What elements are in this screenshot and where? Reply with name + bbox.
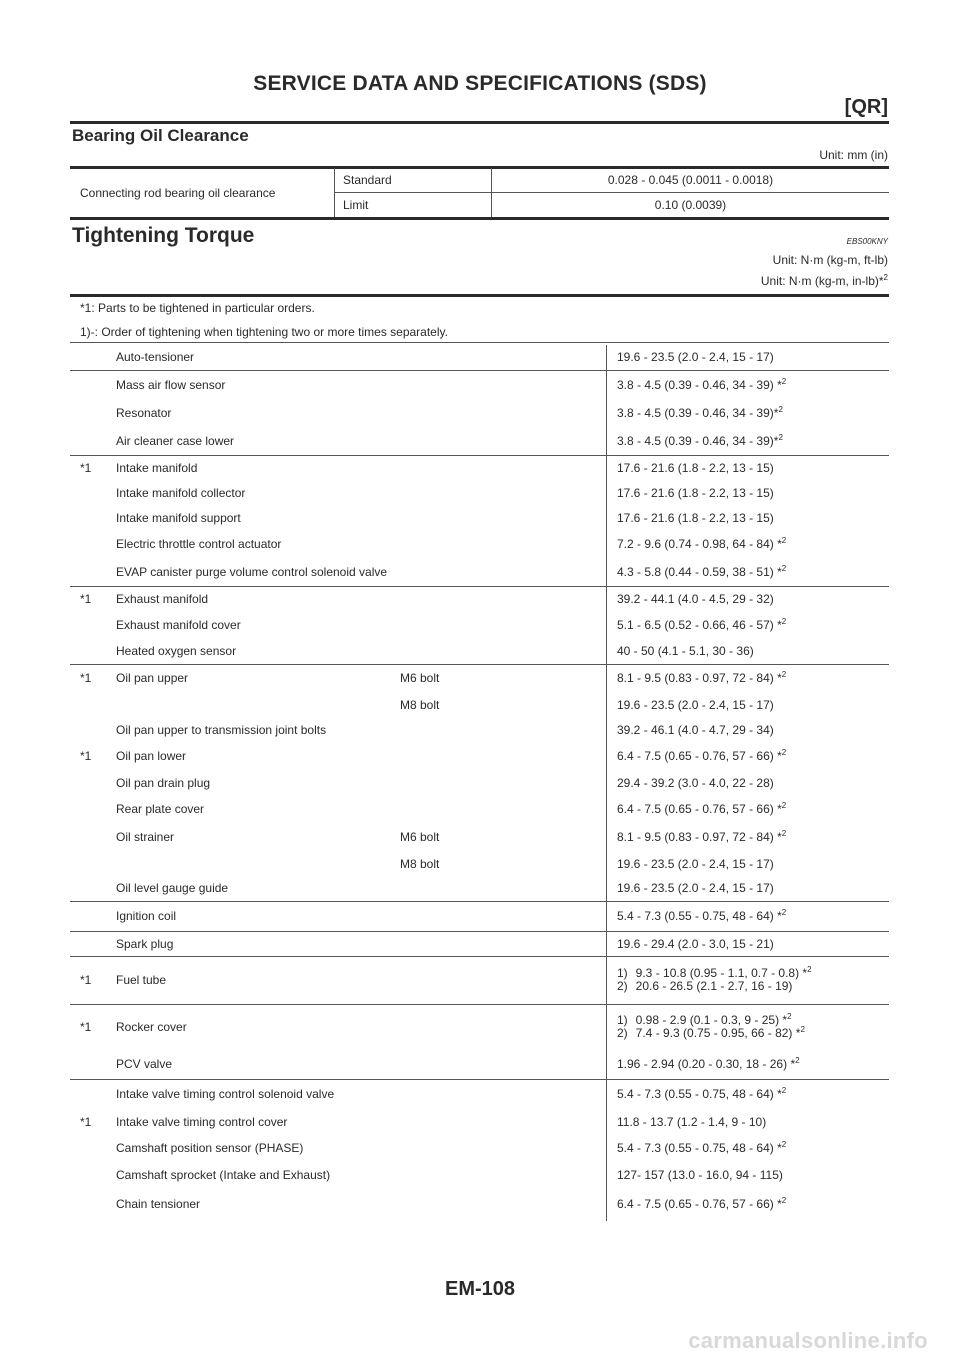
torque-part-name: Exhaust manifold cover [116, 618, 241, 632]
torque-bolt-size [394, 876, 607, 901]
torque-row [70, 876, 889, 901]
torque-order-mark [70, 639, 110, 664]
torque-bolt-size [394, 455, 607, 480]
page-number: EM-108 [444, 1278, 516, 1300]
torque-bolt-size [394, 1109, 607, 1134]
bearing-label: Standard [335, 168, 492, 193]
torque-row [70, 530, 889, 558]
torque-part-name [110, 851, 394, 876]
torque-bolt-size [394, 1187, 607, 1221]
torque-code: EBS00KNY [846, 237, 888, 246]
torque-bolt-size [394, 1004, 607, 1050]
torque-value: 6.4 - 7.5 (0.65 - 0.76, 57 - 66) *$^2$ [607, 795, 890, 823]
torque-part-name: Oil pan drain plug [116, 775, 211, 790]
torque-bolt-size [394, 931, 607, 956]
torque-row [70, 427, 889, 455]
torque-row [70, 455, 889, 480]
torque-part-name: Rocker cover [110, 1004, 394, 1050]
torque-row [70, 1079, 889, 1109]
torque-top-rule [70, 294, 889, 297]
torque-value: 17.6 - 21.6 (1.8 - 2.2, 13 - 15) [607, 480, 890, 505]
torque-order-mark: *1 [70, 455, 110, 480]
torque-order-mark: *1 [70, 586, 110, 611]
torque-value: 19.6 - 23.5 (2.0 - 2.4, 15 - 17) [607, 876, 890, 901]
torque-bolt-size [394, 770, 607, 795]
torque-part-name: Spark plug [110, 931, 394, 956]
torque-value: 17.6 - 21.6 (1.8 - 2.2, 13 - 15) [607, 455, 890, 480]
torque-step-label: 1) [617, 966, 628, 980]
torque-value: 3.8 - 4.5 (0.39 - 0.46, 34 - 39)*$^2$ [607, 399, 890, 427]
torque-value: 5.1 - 6.5 (0.52 - 0.66, 46 - 57) *$^2$ [607, 611, 890, 639]
torque-row [70, 664, 889, 692]
torque-bolt-size [394, 795, 607, 823]
torque-order-mark [70, 692, 110, 717]
torque-part-name: Oil pan lower [116, 749, 187, 763]
torque-part-name: Intake manifold collector [116, 485, 246, 500]
torque-bolt-size [394, 1162, 607, 1187]
torque-order-mark [70, 558, 110, 586]
torque-step-label: 1) [617, 1013, 628, 1028]
torque-unit-2: Unit: N·m (kg-m, in-lb)*$^2$ [760, 273, 888, 288]
torque-part-name: Intake valve timing control solenoid valve [110, 1079, 394, 1109]
torque-value: 8.1 - 9.5 (0.83 - 0.97, 72 - 84) *$^2$ [607, 823, 890, 851]
torque-order-mark: *1 [70, 956, 110, 1004]
torque-bolt-size [394, 427, 607, 455]
torque-row [70, 770, 889, 795]
torque-order-mark [70, 1187, 110, 1221]
torque-part-name: Intake manifold [110, 455, 394, 480]
torque-bolt-size [394, 345, 607, 370]
torque-part-name: Ignition coil [110, 901, 394, 931]
torque-order-mark [70, 823, 110, 851]
torque-row [70, 931, 889, 956]
torque-value [607, 956, 890, 1004]
torque-row [70, 1162, 889, 1187]
torque-step-value: 9.3 - 10.8 (0.95 - 1.1, 0.7 - 0.8) *$^2$ [635, 965, 812, 980]
torque-bolt-size [394, 742, 607, 770]
torque-bolt-size [394, 717, 607, 742]
torque-bolt-size [394, 639, 607, 664]
torque-row [70, 1004, 889, 1050]
bearing-table [70, 168, 889, 217]
torque-order-mark [70, 1050, 110, 1079]
torque-bolt-size: M8 bolt [400, 697, 440, 712]
watermark: carmanualsonline.info [688, 1328, 928, 1353]
torque-part-name: PCV valve [116, 1057, 173, 1072]
torque-value: 7.2 - 9.6 (0.74 - 0.98, 64 - 84) *$^2$ [607, 530, 890, 558]
torque-part-name: Electric throttle control actuator [116, 537, 282, 551]
torque-value: 3.8 - 4.5 (0.39 - 0.46, 34 - 39) *$^2$ [607, 370, 890, 399]
torque-row [70, 1050, 889, 1079]
bearing-value: 0.10 (0.0039) [492, 193, 890, 218]
torque-part-name: Oil level gauge guide [116, 881, 229, 896]
torque-row [70, 1109, 889, 1134]
torque-row [70, 956, 889, 1004]
torque-value: 19.6 - 29.4 (2.0 - 3.0, 15 - 21) [607, 931, 890, 956]
torque-value: 39.2 - 44.1 (4.0 - 4.5, 29 - 32) [607, 586, 890, 611]
torque-step-value: 20.6 - 26.5 (2.1 - 2.7, 16 - 19) [635, 979, 793, 993]
torque-bolt-size [394, 558, 607, 586]
torque-row [70, 901, 889, 931]
torque-value: 19.6 - 23.5 (2.0 - 2.4, 15 - 17) [607, 851, 890, 876]
torque-part-name: Oil pan upper to transmission joint bolts [116, 722, 327, 737]
torque-bolt-size [394, 1050, 607, 1079]
bearing-row-standard [70, 168, 889, 193]
header-rule [70, 121, 889, 124]
torque-value: 40 - 50 (4.1 - 5.1, 30 - 36) [607, 639, 890, 664]
torque-order-mark [70, 345, 110, 370]
torque-row [70, 1187, 889, 1221]
torque-table-wrap [70, 345, 889, 1221]
torque-value: 3.8 - 4.5 (0.39 - 0.46, 34 - 39)*$^2$ [607, 427, 890, 455]
torque-bolt-size: M8 bolt [400, 856, 440, 871]
torque-order-mark: *1 [80, 749, 92, 763]
torque-order-mark [70, 1079, 110, 1109]
torque-order-mark [70, 901, 110, 931]
torque-order-mark [70, 505, 110, 530]
torque-order-mark [70, 1162, 110, 1187]
torque-value: 6.4 - 7.5 (0.65 - 0.76, 57 - 66) *$^2$ [607, 742, 890, 770]
torque-row [70, 370, 889, 399]
torque-order-mark: *1 [80, 1114, 92, 1129]
torque-order-mark [70, 876, 110, 901]
torque-part-name: Auto-tensioner [116, 350, 195, 365]
torque-bolt-size [394, 505, 607, 530]
torque-value: 17.6 - 21.6 (1.8 - 2.2, 13 - 15) [607, 505, 890, 530]
torque-value: 4.3 - 5.8 (0.44 - 0.59, 38 - 51) *$^2$ [607, 558, 890, 586]
torque-bolt-size [394, 1079, 607, 1109]
torque-row [70, 717, 889, 742]
torque-order-mark [70, 770, 110, 795]
torque-row [70, 480, 889, 505]
torque-order-mark [70, 399, 110, 427]
torque-order-mark [70, 530, 110, 558]
torque-row [70, 823, 889, 851]
torque-value: 6.4 - 7.5 (0.65 - 0.76, 57 - 66) *$^2$ [607, 1187, 890, 1221]
torque-step-value: 7.4 - 9.3 (0.75 - 0.95, 66 - 82) *$^2$ [635, 1025, 805, 1041]
torque-part-name: Fuel tube [110, 956, 394, 1004]
torque-part-name: Exhaust manifold [110, 586, 394, 611]
bearing-value: 0.028 - 0.045 (0.0011 - 0.0018) [492, 168, 890, 193]
torque-value: 39.2 - 46.1 (4.0 - 4.7, 29 - 34) [607, 717, 890, 742]
torque-order-mark [70, 931, 110, 956]
torque-bolt-size [394, 530, 607, 558]
torque-row [70, 795, 889, 823]
torque-row [70, 558, 889, 586]
torque-order-mark [70, 717, 110, 742]
torque-bolt-size [394, 586, 607, 611]
torque-part-name [110, 692, 394, 717]
notes-rule [70, 342, 889, 343]
torque-row [70, 639, 889, 664]
torque-value: 11.8 - 13.7 (1.2 - 1.4, 9 - 10) [607, 1109, 890, 1134]
torque-table [70, 345, 889, 1221]
torque-note-1: *1: Parts to be tightened in particular orders. [80, 301, 315, 315]
torque-value [607, 1004, 890, 1050]
torque-row [70, 692, 889, 717]
torque-row [70, 505, 889, 530]
torque-value: 5.4 - 7.3 (0.55 - 0.75, 48 - 64) *$^2$ [607, 1079, 890, 1109]
bearing-item: Connecting rod bearing oil clearance [80, 185, 276, 200]
torque-part-name: EVAP canister purge volume control solenoid valve [116, 564, 388, 579]
torque-bolt-size [394, 399, 607, 427]
torque-part-name: Oil pan upper [110, 664, 394, 692]
torque-order-mark [70, 1134, 110, 1162]
torque-row [70, 611, 889, 639]
torque-bolt-size: M6 bolt [400, 830, 440, 844]
torque-value: 5.4 - 7.3 (0.55 - 0.75, 48 - 64) *$^2$ [607, 1134, 890, 1162]
torque-row [70, 1134, 889, 1162]
torque-bolt-size: M6 bolt [394, 664, 607, 692]
torque-part-name: Intake valve timing control cover [116, 1114, 288, 1129]
torque-bolt-size [394, 370, 607, 399]
bearing-bottom-rule [70, 217, 889, 220]
torque-order-mark [70, 370, 110, 399]
torque-order-mark [70, 611, 110, 639]
torque-order-mark [70, 427, 110, 455]
torque-part-name: Resonator [116, 406, 172, 420]
torque-order-mark: *1 [70, 664, 110, 692]
torque-heading: Tightening Torque [72, 224, 255, 247]
torque-bolt-size [394, 901, 607, 931]
torque-part-name: Camshaft position sensor (PHASE) [116, 1141, 304, 1155]
torque-bolt-size [394, 611, 607, 639]
torque-bolt-size [394, 956, 607, 1004]
torque-note-2: 1)-: Order of tightening when tightening two or more times separately. [80, 325, 448, 339]
page-title: SERVICE DATA AND SPECIFICATIONS (SDS) [253, 72, 707, 95]
torque-part-name: Oil strainer [116, 830, 175, 844]
torque-part-name: Camshaft sprocket (Intake and Exhaust) [116, 1167, 331, 1182]
bearing-unit: Unit: mm (in) [819, 148, 888, 162]
torque-order-mark [70, 851, 110, 876]
bearing-heading: Bearing Oil Clearance [72, 126, 249, 145]
bearing-label: Limit [335, 193, 492, 218]
torque-step-label: 2) [617, 979, 628, 993]
torque-value: 19.6 - 23.5 (2.0 - 2.4, 15 - 17) [607, 692, 890, 717]
torque-part-name: Chain tensioner [116, 1197, 201, 1211]
torque-order-mark [70, 795, 110, 823]
torque-value: 1.96 - 2.94 (0.20 - 0.30, 18 - 26) *$^2$ [607, 1050, 890, 1079]
torque-part-name: Heated oxygen sensor [116, 644, 237, 659]
torque-part-name: Rear plate cover [116, 802, 205, 816]
torque-order-mark: *1 [70, 1004, 110, 1050]
torque-value: 19.6 - 23.5 (2.0 - 2.4, 15 - 17) [607, 345, 890, 370]
torque-unit-1: Unit: N·m (kg-m, ft-lb) [772, 253, 888, 267]
torque-row [70, 399, 889, 427]
torque-bolt-size [394, 1134, 607, 1162]
torque-part-name: Intake manifold support [116, 510, 241, 525]
torque-row [70, 586, 889, 611]
torque-row [70, 345, 889, 370]
torque-value: 8.1 - 9.5 (0.83 - 0.97, 72 - 84) *$^2$ [607, 664, 890, 692]
torque-row [70, 742, 889, 770]
torque-bolt-size [394, 480, 607, 505]
torque-value: 29.4 - 39.2 (3.0 - 4.0, 22 - 28) [607, 770, 890, 795]
section-tag: [QR] [844, 96, 888, 118]
torque-row [70, 851, 889, 876]
torque-step-value: 0.98 - 2.9 (0.1 - 0.3, 9 - 25) *$^2$ [635, 1012, 792, 1028]
torque-value: 5.4 - 7.3 (0.55 - 0.75, 48 - 64) *$^2$ [607, 901, 890, 931]
torque-order-mark [70, 480, 110, 505]
torque-part-name: Mass air flow sensor [110, 370, 394, 399]
torque-value: 127- 157 (13.0 - 16.0, 94 - 115) [607, 1162, 890, 1187]
torque-step-label: 2) [617, 1026, 628, 1041]
torque-part-name: Air cleaner case lower [116, 433, 235, 448]
